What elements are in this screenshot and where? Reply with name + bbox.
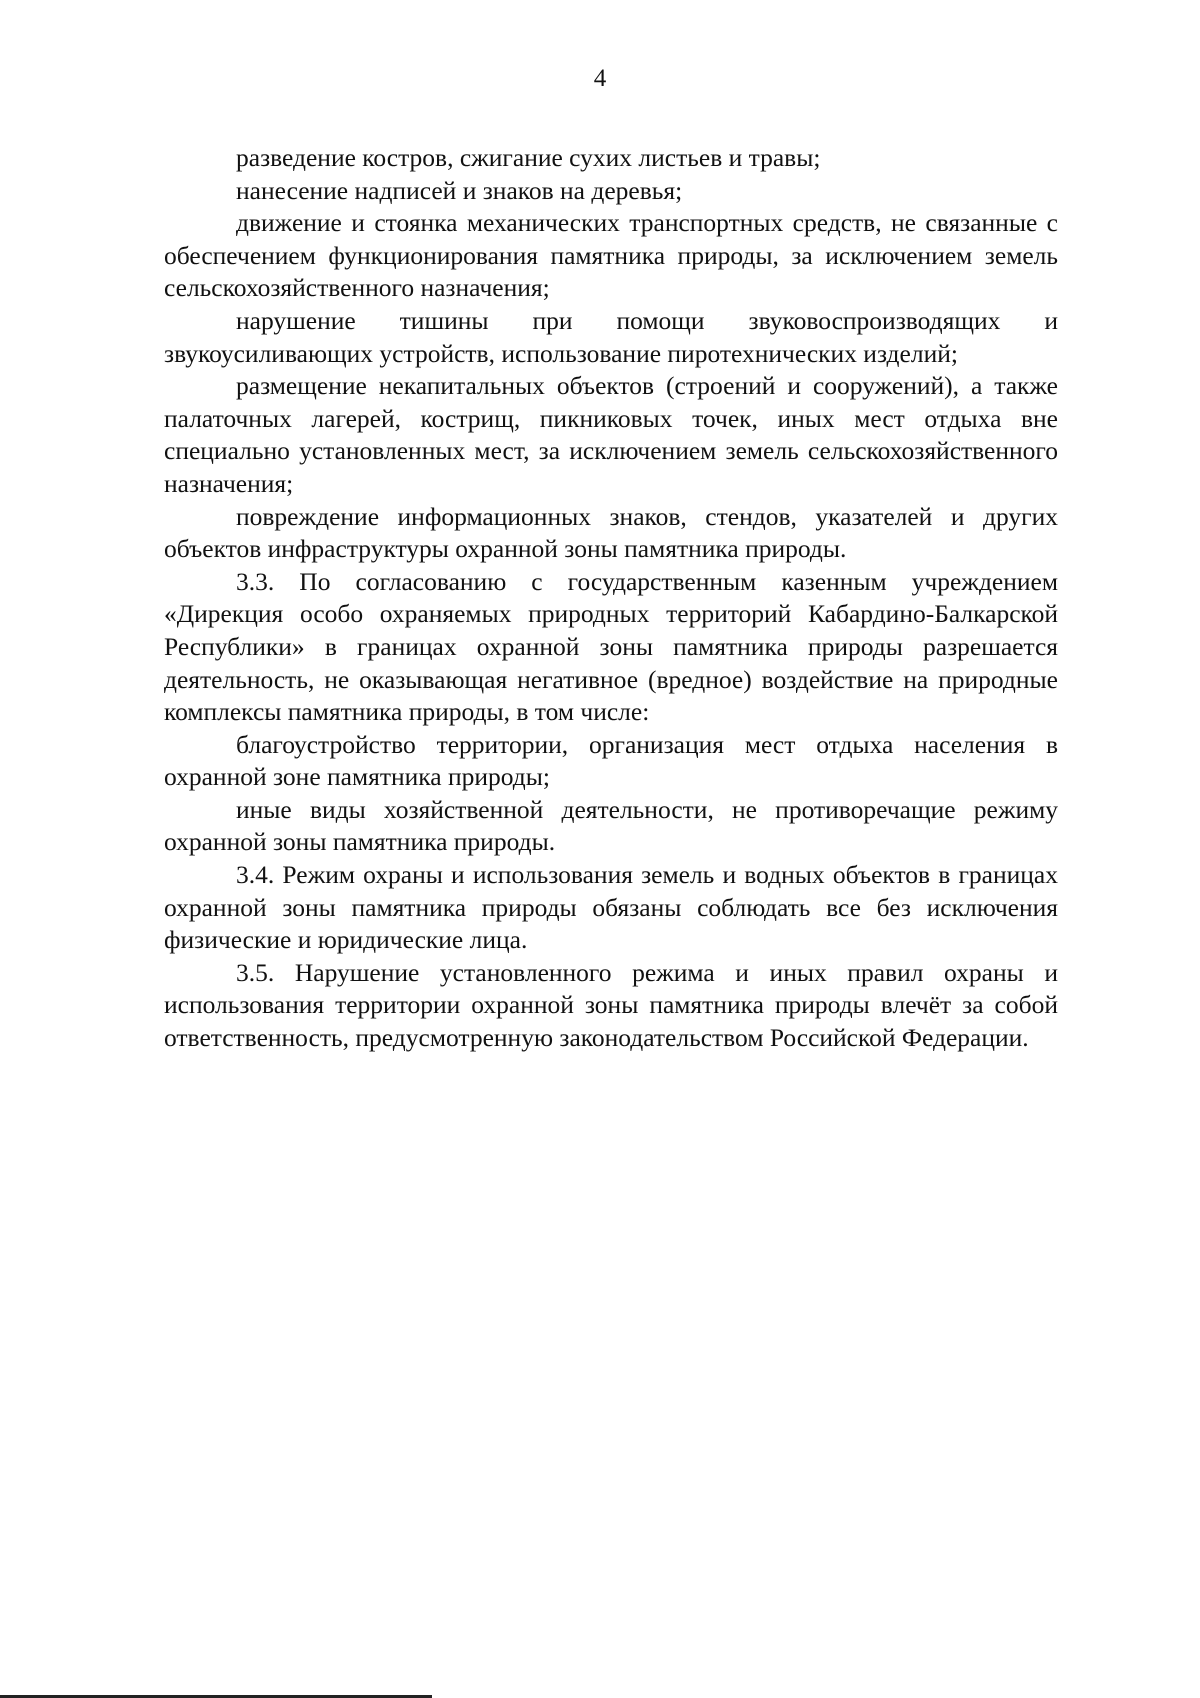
paragraph-landscaping: благоустройство территории, организация мест отдыха населения в охранной зоне памятника природы; <box>164 729 1058 792</box>
paragraph-inscriptions: нанесение надписей и знаков на деревья; <box>236 175 683 205</box>
paragraph-signs-damage: повреждение информационных знаков, стендов, указателей и других объектов инфраструктуры охранной зоны памятника природы. <box>164 501 1058 564</box>
paragraph-vehicles: движение и стоянка механических транспортных средств, не связанные с обеспечением функционирования памятника природы, за исключением земель сельскохозяйственного назначения; <box>164 208 1058 303</box>
paragraph-fires: разведение костров, сжигание сухих листьев и травы; <box>236 143 821 172</box>
paragraph-section-3-4: 3.4. Режим охраны и использования земель и водных объектов в границах охранной зоны памятника природы обязаны соблюдать все без исключения физические и юридические лица. <box>164 860 1058 955</box>
document-body <box>164 142 1058 1055</box>
paragraph-section-3-3: 3.3. По согласованию с государственным казенным учреждением «Дирекция особо охраняемых природных территорий Кабардино-Балкарской Республики» в границах охранной зоны памятника природы разрешается деятельность, не оказывающая негативное (вредное) воздействие на природные комплексы памятника природы, в том числе: <box>164 566 1058 727</box>
paragraph-section-3-5: 3.5. Нарушение установленного режима и иных правил охраны и использования территории охранной зоны памятника природы влечёт за собой ответственность, предусмотренную законодательством Российской Федерации. <box>164 957 1058 1053</box>
paragraph-structures: размещение некапитальных объектов (строений и сооружений), а также палаточных лагерей, кострищ, пикниковых точек, иных мест отдыха вне специально установленных мест, за исключением земель сельскохозяйственного назначения; <box>164 371 1058 498</box>
paragraph-other-activities: иные виды хозяйственной деятельности, не противоречащие режиму охранной зоны памятника природы. <box>164 794 1058 857</box>
page-number: 4 <box>593 65 607 92</box>
paragraph-noise: нарушение тишины при помощи звуковоспроизводящих и звукоусиливающих устройств, использование пиротехнических изделий; <box>164 305 1058 368</box>
